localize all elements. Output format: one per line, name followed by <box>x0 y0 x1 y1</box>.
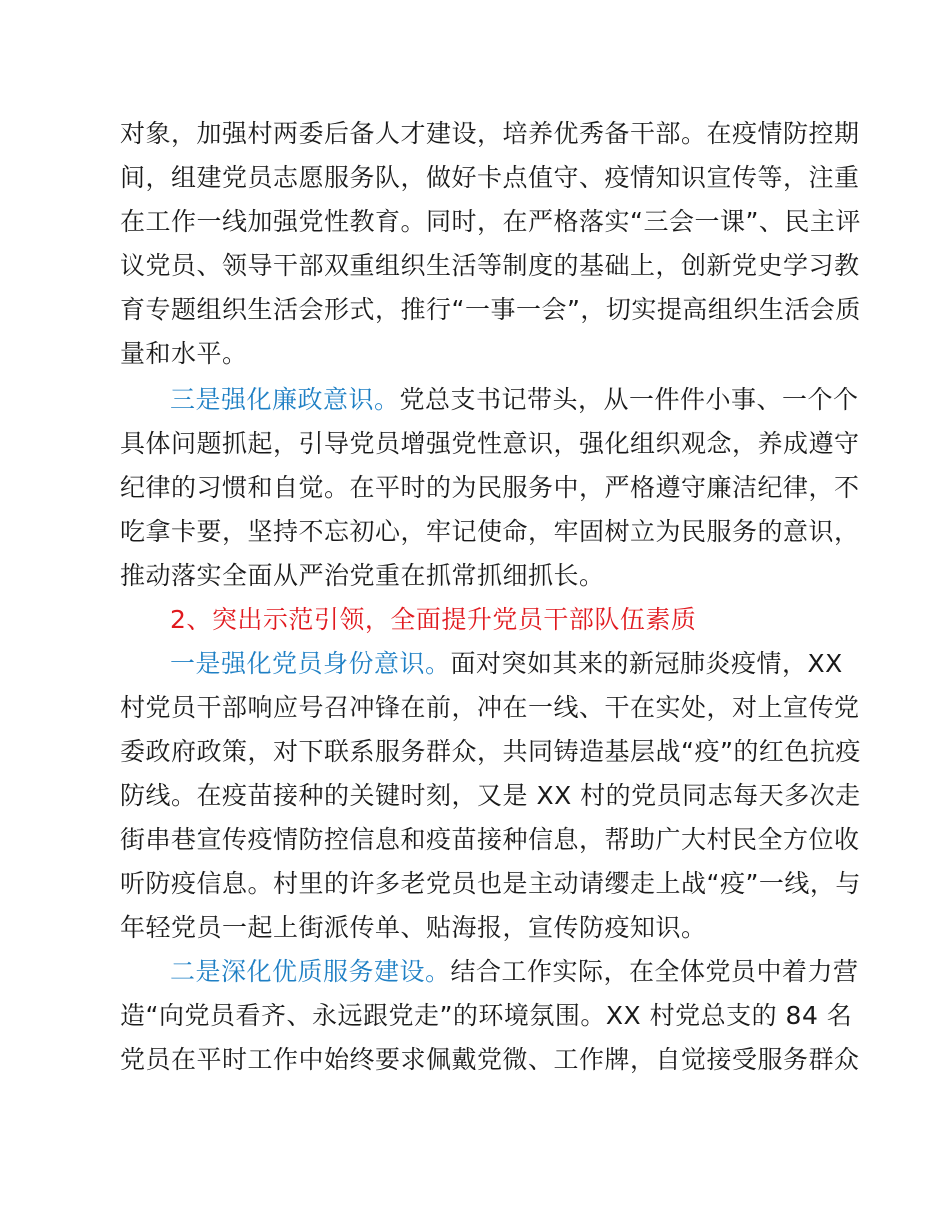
text-line: 议党员、领导干部双重组织生活等制度的基础上，创新党史学习教 <box>120 251 860 280</box>
text-span: 面对突如其来的新冠肺炎疫情，XX <box>450 649 843 678</box>
text-line: 育专题组织生活会形式，推行“一事一会”，切实提高组织生活会质 <box>120 295 861 324</box>
text-line: 造“向党员看齐、永远跟党走”的环境氛围。XX 村党总支的 84 名 <box>120 1001 853 1030</box>
text-line: 具体问题抓起，引导党员增强党性意识，强化组织观念，养成遵守 <box>120 429 860 458</box>
text-span: 结合工作实际，在全体党员中着力营 <box>450 957 859 986</box>
text-line: 街串巷宣传疫情防控信息和疫苗接种信息，帮助广大村民全方位收 <box>120 825 860 854</box>
text-line: 推动落实全面从严治党重在抓常抓细抓长。 <box>120 561 605 590</box>
text-line: 间，组建党员志愿服务队，做好卡点值守、疫情知识宣传等，注重 <box>120 163 860 192</box>
text-line: 年轻党员一起上街派传单、贴海报，宣传防疫知识。 <box>120 913 707 942</box>
paragraph-first-line <box>120 644 843 684</box>
text-line: 党员在平时工作中始终要求佩戴党微、工作牌，自觉接受服务群众 <box>120 1045 860 1074</box>
text-line: 对象，加强村两委后备人才建设，培养优秀备干部。在疫情防控期 <box>120 119 860 148</box>
text-line: 纪律的习惯和自觉。在平时的为民服务中，严格遵守廉洁纪律，不 <box>120 473 860 502</box>
subheading-lead: 一是强化党员身份意识。 <box>170 649 451 678</box>
text-line: 村党员干部响应号召冲锋在前，冲在一线、干在实处，对上宣传党 <box>120 693 860 722</box>
text-line: 吃拿卡要，坚持不忘初心，牢记使命，牢固树立为民服务的意识， <box>120 517 860 546</box>
text-line: 委政府政策，对下联系服务群众，共同铸造基层战“疫”的红色抗疫 <box>120 737 861 766</box>
subheading-lead: 二是深化优质服务建设。 <box>170 957 451 986</box>
section-heading: 2、突出示范引领，全面提升党员干部队伍素质 <box>170 605 697 634</box>
paragraph-first-line <box>120 380 859 420</box>
paragraph-first-line <box>120 952 859 992</box>
text-line: 防线。在疫苗接种的关键时刻，又是 XX 村的党员同志每天多次走 <box>120 781 861 810</box>
text-line: 听防疫信息。村里的许多老党员也是主动请缨走上战“疫”一线，与 <box>120 869 861 898</box>
text-span: 党总支书记带头，从一件件小事、一个个 <box>399 385 859 414</box>
document-page <box>120 0 861 1230</box>
text-line: 量和水平。 <box>120 339 248 368</box>
text-line: 在工作一线加强党性教育。同时，在严格落实“三会一课”、民主评 <box>120 207 861 236</box>
subheading-lead: 三是强化廉政意识。 <box>170 385 400 414</box>
